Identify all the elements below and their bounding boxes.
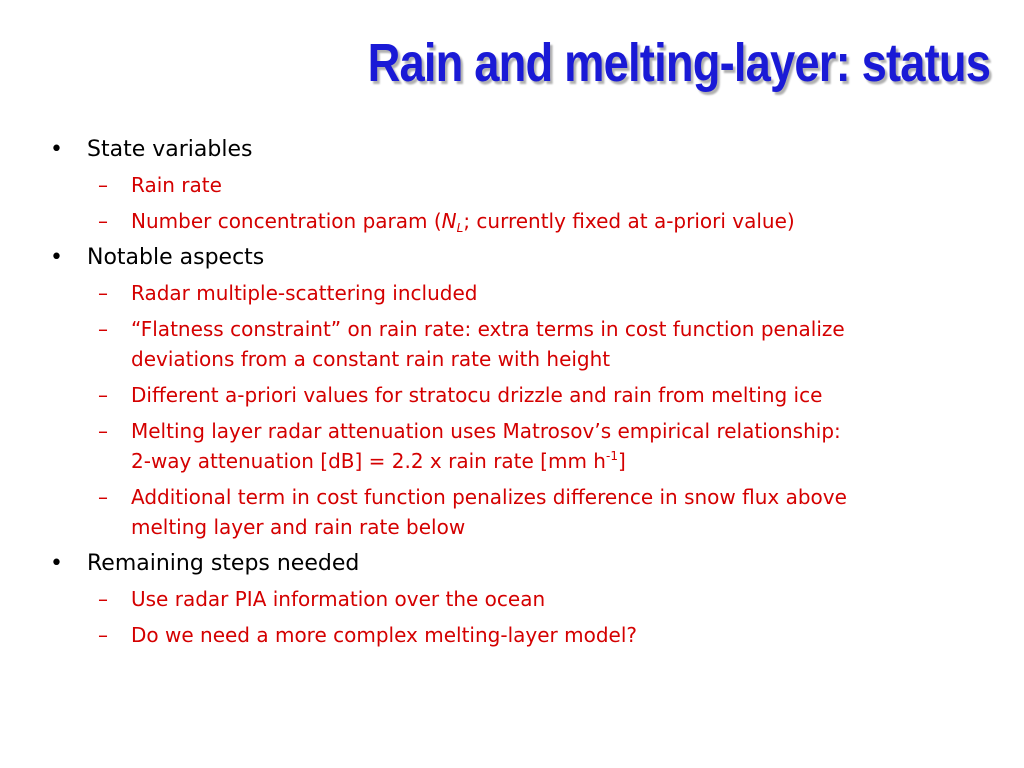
sub-bullet-line-2 — [131, 446, 1000, 476]
sub-bullet-rain-rate — [0, 170, 1024, 200]
symbol-subscript: L — [456, 221, 464, 235]
slide-body — [0, 134, 1024, 656]
text-post: ] — [617, 449, 626, 473]
bullet-remaining-steps — [0, 548, 1024, 580]
bullet-state-variables — [0, 134, 1024, 166]
text-post: ; currently fixed at a-priori value) — [463, 209, 795, 233]
sub-bullet-line-2: deviations from a constant rain rate with height — [131, 347, 611, 371]
dash-icon: – — [98, 587, 108, 611]
sub-bullet-text: Rain rate — [131, 173, 222, 197]
sub-bullet-melting-layer-attenuation — [0, 416, 1024, 476]
section-remaining-steps — [0, 548, 1024, 650]
bullet-text: Notable aspects — [87, 245, 265, 270]
sub-bullet-radar-pia — [0, 584, 1024, 614]
slide-title: Rain and melting-layer: status — [367, 33, 990, 93]
bullet-text: State variables — [87, 137, 253, 162]
sub-bullet-a-priori-values — [0, 380, 1024, 410]
symbol-n: N — [441, 209, 457, 233]
bullet-icon: • — [50, 551, 63, 576]
dash-icon: – — [98, 485, 108, 509]
sub-bullet-text: Radar multiple-scattering included — [131, 281, 478, 305]
superscript: -1 — [605, 449, 618, 463]
sub-bullet-line-1: “Flatness constraint” on rain rate: extra terms in cost function penalize — [131, 317, 845, 341]
dash-icon: – — [98, 623, 108, 647]
sub-bullet-multiple-scattering — [0, 278, 1024, 308]
sub-bullet-text: Use radar PIA information over the ocean — [131, 587, 546, 611]
sub-bullet-line-2: melting layer and rain rate below — [131, 515, 466, 539]
sub-bullet-text — [131, 206, 1000, 236]
sub-bullet-text: Do we need a more complex melting-layer model? — [131, 623, 637, 647]
dash-icon: – — [98, 209, 108, 233]
dash-icon: – — [98, 419, 108, 443]
text-pre: Number concentration param ( — [131, 209, 442, 233]
section-state-variables — [0, 134, 1024, 236]
dash-icon: – — [98, 281, 108, 305]
sub-bullet-number-concentration — [0, 206, 1024, 236]
bullet-notable-aspects — [0, 242, 1024, 274]
sub-bullet-line-1: Additional term in cost function penalizes difference in snow flux above — [131, 485, 847, 509]
section-notable-aspects — [0, 242, 1024, 542]
sub-bullet-snow-flux-term — [0, 482, 1024, 542]
bullet-icon: • — [50, 245, 63, 270]
sub-bullet-text: Different a-priori values for stratocu drizzle and rain from melting ice — [131, 383, 823, 407]
dash-icon: – — [98, 383, 108, 407]
text-pre: 2-way attenuation [dB] = 2.2 x rain rate [mm h — [131, 449, 606, 473]
dash-icon: – — [98, 173, 108, 197]
sub-bullet-melting-layer-model — [0, 620, 1024, 650]
sub-bullet-flatness-constraint — [0, 314, 1024, 374]
bullet-icon: • — [50, 137, 63, 162]
dash-icon: – — [98, 317, 108, 341]
sub-bullet-line-1: Melting layer radar attenuation uses Matrosov’s empirical relationship: — [131, 419, 841, 443]
bullet-text: Remaining steps needed — [87, 551, 360, 576]
